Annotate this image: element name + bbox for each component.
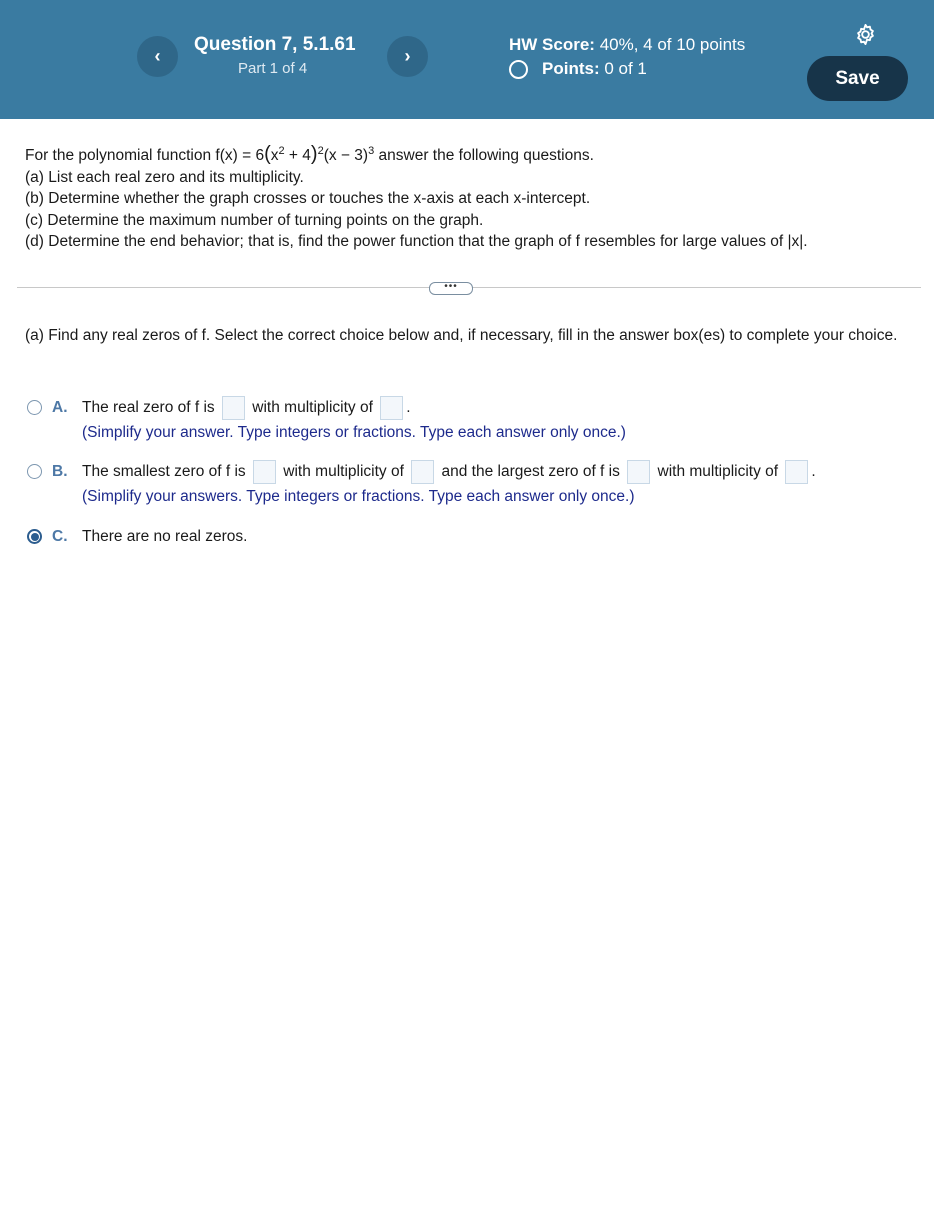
- chevron-left-icon: ‹: [154, 46, 161, 66]
- question-part-a: (a) List each real zero and its multiplicity.: [25, 168, 304, 186]
- choice-c-letter: C.: [52, 528, 68, 545]
- hw-score-value: 40%, 4 of 10 points: [599, 35, 746, 54]
- points-value: 0 of 1: [604, 59, 647, 78]
- choice-a-hint: (Simplify your answer. Type integers or fractions. Type each answer only once.): [82, 424, 626, 441]
- largest-zero-input[interactable]: [627, 460, 650, 484]
- question-text: [25, 141, 808, 253]
- choice-b-radio[interactable]: [27, 464, 42, 479]
- save-button[interactable]: Save: [807, 56, 908, 101]
- smallest-multiplicity-input[interactable]: [411, 460, 434, 484]
- question-title: Question 7, 5.1.61: [194, 34, 356, 55]
- multiplicity-input[interactable]: [380, 396, 403, 420]
- settings-gear-icon[interactable]: [853, 22, 878, 47]
- largest-multiplicity-input[interactable]: [785, 460, 808, 484]
- part-a-prompt: (a) Find any real zeros of f. Select the correct choice below and, if necessary, fill in the answer box(es) to complete your choice.: [25, 327, 898, 344]
- show-more-button[interactable]: •••: [429, 282, 473, 295]
- choice-c-radio[interactable]: [27, 529, 42, 544]
- choice-b-letter: B.: [52, 463, 68, 480]
- function-definition: For the polynomial function $f(x) = 6(x^2 + 4)^2(x - 3)^3$ answer the following questions.: [25, 143, 594, 166]
- chevron-right-icon: ›: [404, 46, 411, 66]
- next-question-button[interactable]: [387, 36, 428, 77]
- smallest-zero-input[interactable]: [253, 460, 276, 484]
- top-bar: [0, 0, 934, 119]
- choice-c-text: There are no real zeros.: [82, 528, 248, 545]
- choice-a-radio[interactable]: [27, 400, 42, 415]
- points: Points: 0 of 1: [509, 59, 647, 79]
- question-part-d: (d) Determine the end behavior; that is, find the power function that the graph of f resembles for large values of |x|.: [25, 233, 808, 251]
- hw-score: HW Score: 40%, 4 of 10 points: [509, 35, 746, 54]
- previous-question-button[interactable]: [137, 36, 178, 77]
- choice-a-letter: A.: [52, 399, 68, 416]
- real-zero-input[interactable]: [222, 396, 245, 420]
- question-part-c: (c) Determine the maximum number of turning points on the graph.: [25, 211, 484, 229]
- choice-b[interactable]: B. The smallest zero of f is with multiplicity of and the largest zero of f is with multiplicity of . (Simplify your answers. Type integers or fractions. Type each answer only once.): [27, 463, 816, 509]
- choice-a[interactable]: A. The real zero of f is with multiplicity of . (Simplify your answer. Type integers or fractions. Type each answer only once.): [27, 399, 626, 445]
- points-status-icon: [509, 60, 528, 79]
- radio-selected-dot: [31, 533, 39, 541]
- question-part-b: (b) Determine whether the graph crosses or touches the x-axis at each x-intercept.: [25, 190, 591, 208]
- question-part: Part 1 of 4: [238, 60, 308, 77]
- choice-b-hint: (Simplify your answers. Type integers or fractions. Type each answer only once.): [82, 488, 635, 505]
- choice-c[interactable]: [27, 528, 247, 549]
